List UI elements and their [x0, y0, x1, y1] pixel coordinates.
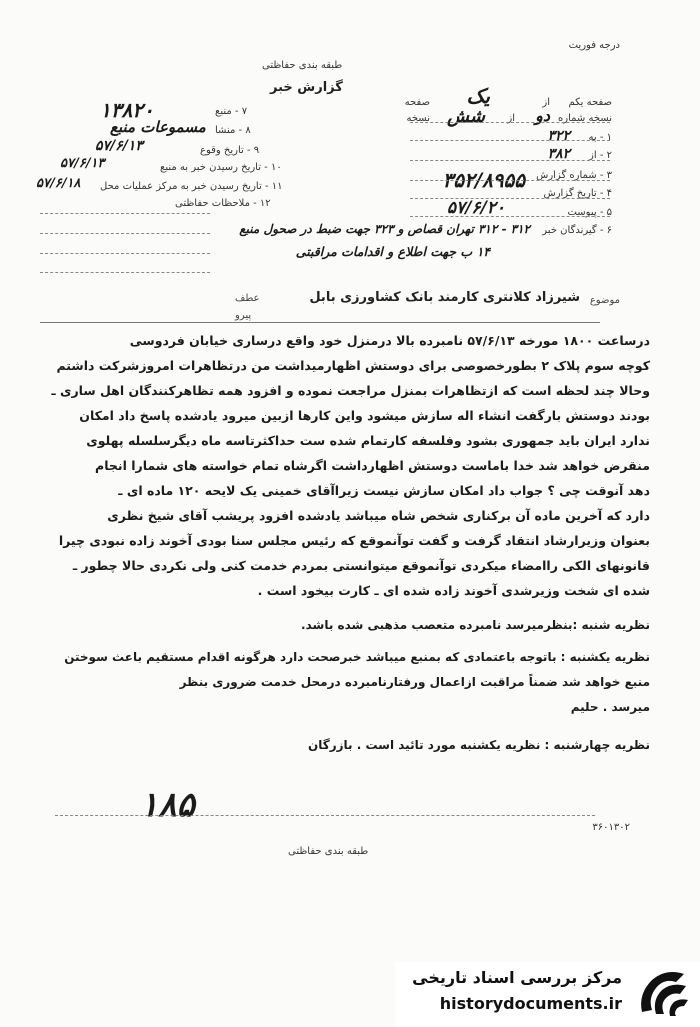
divider — [410, 198, 610, 199]
field-9-value: ۵۷/۶/۱۳ — [95, 138, 143, 154]
field-9-label: ۹ - تاریخ وقوع — [200, 145, 260, 156]
field-11-label: ۱۱ - تاریخ رسیدن خبر به مرکز عملیات محل — [100, 181, 283, 192]
divider — [40, 233, 210, 234]
body-line: درساعت ۱۸۰۰ مورخه ۵۷/۶/۱۳ نامبرده بالا درمنزل خود واقع درساری خیابان فردوسی — [129, 333, 650, 348]
body-line: دارد که آخرین ماده آن برکناری شخص شاه میباشد یادشده افزود پریشب آقای شیخ نظری — [107, 508, 650, 523]
field-12-label: ۱۲ - ملاحظات حفاظتی — [175, 198, 271, 209]
logo-title: مرکز بررسی اسناد تاریخی — [412, 968, 622, 987]
body-line: شده ای شخت وزیرشدی آخوند زاده شده ای ـ کارت بیخود است . — [257, 583, 650, 598]
body-line: منقرض خواهد شد خدا باماست دوستش اظهارداشت اگرشاه تمام خواسته های شمارا انجام — [95, 458, 650, 473]
field-5-label: ۵ - پیوست — [567, 207, 612, 218]
divider — [410, 140, 610, 141]
field-7-label: ۷ - منبع — [215, 106, 248, 117]
classification-bottom: طبقه بندی حفاظتی — [288, 846, 369, 857]
opinion-line: میرسد . حلیم — [570, 700, 650, 714]
classification-top: طبقه بندی حفاظتی — [262, 60, 343, 71]
body-line: ندارد ایران باید جمهوری بشود وفلسفه کارتمام شده ست حداکثرتاسه ماه دیگرسلسله پهلوی — [86, 433, 650, 448]
field-4-value: ۵۷/۶/۲۰ — [446, 198, 505, 218]
page-unit: صفحه — [404, 97, 430, 108]
field-8-label: ۸ - منشا — [215, 125, 251, 136]
body-line: وحالا چند لحظه است که ازتظاهرات بمنزل مراجعت نموده و افزود همه تظاهرکنندگان اهل ساری ـ — [51, 383, 650, 398]
copy-from: از — [507, 113, 515, 124]
field-2-label: ۲ - از — [589, 150, 612, 161]
copy-value: دو — [535, 106, 550, 125]
field-10-label: ۱۰ - تاریخ رسیدن خبر به منبع — [160, 162, 282, 173]
copy-label: نسخه شماره — [558, 113, 612, 124]
subject-text: شیرزاد کلانتری کارمند بانک کشاورزی بابل — [309, 290, 580, 305]
body-line: قانونهای الکی راامضاء میکردی توآنموقع میتوانستی بمردم خدمت کنی ولی نکردی حالا چطور ـ — [72, 558, 650, 573]
field-6-value-2: ۱۴ ب جهت اطلاع و اقدامات مراقبتی — [295, 244, 490, 259]
opinion-line: نظریه شنبه :بنظرمیرسد نامبرده متعصب مذهبی شده باشد. — [301, 618, 650, 632]
field-10-value: ۵۷/۶/۱۳ — [60, 156, 105, 171]
divider — [410, 216, 610, 217]
copy-total: شش — [446, 106, 485, 127]
divider — [410, 160, 610, 161]
watermark-logo — [395, 962, 700, 1027]
page-from: از — [542, 97, 550, 108]
subject-divider — [40, 322, 600, 323]
field-1-label: ۱ - به — [588, 132, 612, 143]
ref-label: پیرو — [235, 310, 252, 321]
field-3-label: ۳ - شماره گزارش — [536, 170, 612, 181]
divider — [40, 253, 210, 254]
body-line: بعنوان وزیرارشاد انتقاد گرفت و گفت توآنموقع که رئیس مجلس سنا بودی آخوند زاده نبودی چیرا — [58, 533, 650, 548]
divider — [410, 180, 610, 181]
report-title: گزارش خبر — [270, 80, 343, 95]
opinion-line: نظریه یکشنبه : باتوجه باعتمادی که بمنبع میباشد خبرصحت دارد هرگونه اقدام مستقیم باعث سوختن — [64, 650, 650, 664]
footer-divider — [55, 815, 595, 816]
page-label: صفحه یکم — [568, 97, 612, 108]
field-1-value: ۳۲۲ — [547, 128, 570, 144]
ref-label: عطف — [235, 293, 260, 304]
field-7-value: ۱۳۸۲۰ — [100, 98, 154, 122]
field-8-value: مسموعات منبع — [110, 118, 206, 136]
field-6-label: ۶ - گیرندگان خبر — [542, 225, 612, 236]
field-2-value: ۳۸۲ — [547, 146, 570, 162]
body-line: کوچه سوم پلاک ۲ بطورخصوصی برای دوستش اظهارمیداشت من درتظاهرات امروزشرکت داشتم — [56, 358, 650, 373]
margin-number: ۱۸۵ — [140, 785, 195, 825]
field-11-value: ۵۷/۶/۱۸ — [36, 176, 81, 191]
field-4-label: ۴ - تاریخ گزارش — [543, 188, 612, 199]
archive-logo-icon — [634, 966, 694, 1022]
body-line: دهد آنوقت چی ؟ جواب داد امکان سازش نیست زیراآقای خمینی یک لایحه ۱۲۰ ماده ای ـ — [118, 483, 650, 498]
body-line: بودند دوستش بارگفت انشاء اله سازش میشود واین کارها ازبین میرود یادشده پاسخ داد امکان — [79, 408, 650, 423]
opinion-line: منبع خواهد شد ضمناً مراقبت ازاعمال ورفتارنامبرده درمحل خدمت ضروری بنظر — [179, 675, 650, 689]
opinion-line: نظریه چهارشنبه : نظریه یکشنبه مورد تائید است . بازرگان — [307, 738, 650, 752]
divider — [40, 272, 210, 273]
copy-unit: نسخه — [406, 113, 430, 124]
page-value: یک — [466, 84, 490, 108]
field-6-value: ۳۱۲ - ۳۱۲ تهران قصاص و ۳۲۳ جهت ضبط در صحول منبع — [239, 222, 530, 236]
priority-label: درجه فوریت — [568, 40, 620, 51]
subject-label: موضوع — [589, 295, 620, 306]
divider — [410, 122, 610, 123]
divider — [40, 213, 210, 214]
field-3-value: ۳۵۲/۸۹۵۵ — [442, 168, 525, 192]
logo-url: historydocuments.ir — [439, 994, 622, 1013]
bottom-ref: ۳۶۰۱۳۰۲ — [592, 822, 630, 833]
